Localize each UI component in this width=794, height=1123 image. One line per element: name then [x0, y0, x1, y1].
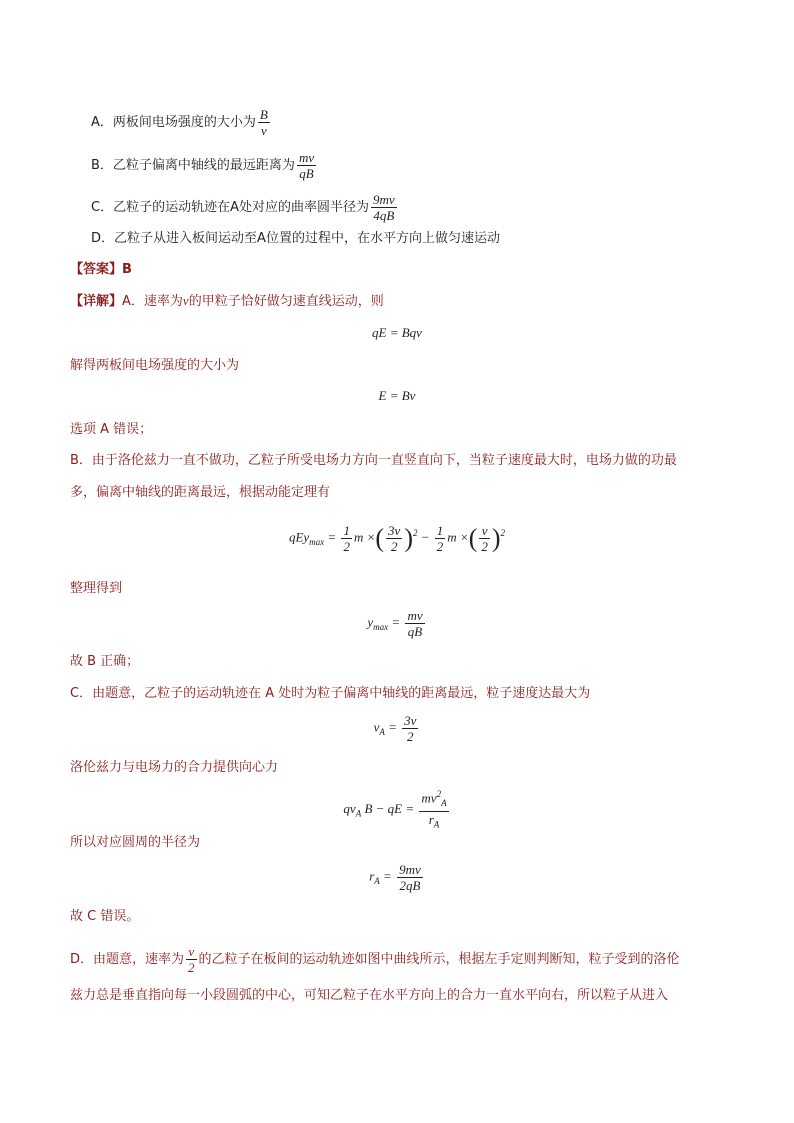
eq6-denominator: [419, 812, 448, 833]
option-a-wrong: 选项 A 错误；: [70, 422, 153, 437]
eq7-r: r: [369, 868, 375, 884]
option-d-text1: 乙粒子从进入板间运动至: [114, 231, 258, 246]
option-b-fraction: [297, 150, 316, 181]
detail-tag: 【详解】: [70, 294, 123, 309]
eq7-sub: A: [374, 876, 380, 887]
eq3-frac-2-den: 2: [481, 539, 488, 554]
eq5-den: 2: [407, 729, 414, 744]
option-b-numerator: mv: [298, 150, 315, 165]
eq6-sub: A: [355, 808, 362, 819]
eq3-m2: m ×: [447, 529, 469, 545]
eq6-lhs1: qv: [343, 800, 356, 816]
detail-c-line1: C．由题意，乙粒子的运动轨迹在 A 处时为粒子偏离中轴线的距离最远，粒子速度达最大为: [70, 686, 591, 701]
answer-value: B: [122, 262, 132, 277]
eq3-half-1: [341, 523, 352, 554]
answer-tag: 【答案】: [70, 262, 123, 277]
eq4-equals: =: [391, 614, 401, 630]
eq6-den-sub: A: [433, 819, 440, 830]
equation-7: [0, 862, 794, 893]
equation-4: [0, 608, 794, 639]
eq7-den: 2qB: [399, 878, 421, 893]
detail-d-den: 2: [188, 960, 195, 975]
lorentz-line: 洛伦兹力与电场力的合力提供向心力: [70, 760, 279, 775]
detail-a-intro: [70, 292, 384, 311]
eq3-minus: −: [420, 529, 430, 545]
option-d-point: A: [257, 231, 266, 246]
option-a-text: 两板间电场强度的大小为: [112, 115, 256, 130]
option-b-text: 乙粒子偏离中轴线的最远距离为: [112, 158, 295, 173]
eq3-square-2: 2: [500, 528, 506, 539]
detail-d-line1: [70, 944, 680, 975]
option-a-denominator: v: [261, 123, 267, 138]
eq3-frac-1-den: 2: [390, 539, 398, 554]
eq6-fraction: [419, 787, 448, 833]
eq6-num: mv: [421, 790, 437, 806]
option-b-label: B．: [91, 158, 113, 173]
option-c-numerator: 9mv: [373, 192, 395, 207]
equation-1: qE = Bqv: [372, 325, 422, 340]
eq7-fraction: [397, 862, 423, 893]
eq6-den: r: [428, 811, 434, 827]
eq4-den: qB: [407, 624, 423, 639]
eq5-sub: A: [379, 727, 385, 738]
detail-d-line1b: 的乙粒子在板间的运动轨迹如图中曲线所示，根据左手定则判断知，粒子受到的洛伦: [198, 952, 680, 967]
eq4-y: y: [367, 614, 374, 630]
eq6-num-sup: 2: [436, 789, 442, 799]
detail-d-num: v: [186, 944, 197, 960]
detail-a-v: v: [182, 293, 189, 308]
detail-d-fraction: [186, 944, 197, 975]
detail-b-line1: B．由于洛伦兹力一直不做功，乙粒子所受电场力方向一直竖直向下，当粒子速度最大时，电场力做的功最: [70, 453, 677, 468]
eq5-equals: =: [388, 719, 397, 735]
radius-line: 所以对应圆周的半径为: [70, 835, 201, 850]
option-c-text1: 乙粒子的运动轨迹在: [113, 200, 231, 215]
option-c: [91, 192, 399, 223]
option-a: [91, 107, 272, 138]
eq4-fraction: [405, 608, 424, 639]
option-c-denominator: 4qB: [373, 208, 395, 223]
option-b-right: 故 B 正确；: [70, 654, 140, 669]
option-b-denominator: qB: [299, 166, 314, 181]
option-d-label: D．: [91, 231, 115, 246]
eq3-m1: m ×: [353, 529, 376, 545]
eq3-half-2-den: 2: [436, 539, 444, 554]
equation-6: [0, 787, 794, 833]
option-b: [91, 150, 318, 181]
eq3-sub: max: [309, 537, 325, 548]
eq6-numerator: [419, 787, 448, 812]
eq6-lhs2: B − qE =: [364, 800, 415, 816]
solve-line: 解得两板间电场强度的大小为: [70, 358, 240, 373]
eq3-equals: =: [327, 529, 337, 545]
option-a-fraction: [258, 107, 270, 138]
eq5-num: 3v: [404, 713, 417, 728]
eq3-half-2-num: 1: [436, 523, 444, 538]
eq5-v: v: [373, 719, 380, 735]
option-c-label: C．: [91, 200, 114, 215]
option-a-label: A．: [91, 115, 113, 130]
eq3-lhs: qEy: [288, 529, 310, 545]
arrange-line: 整理得到: [70, 581, 123, 596]
eq3-frac-1-num: 3v: [388, 523, 401, 538]
option-c-point: A: [230, 200, 239, 215]
eq3-frac-2: [479, 523, 490, 554]
eq3-half-1-num: 1: [343, 523, 350, 538]
detail-d-line1a: D．由题意，速率为: [70, 952, 185, 967]
eq5-fraction: [402, 713, 418, 744]
equation-3: qEy$_{max}$ = $\frac{1}{2}$ m ×( $\frac{3v}{2}$ )$^2$ − $\frac{1}{2}$ m ×( $\frac{v}{2}$ )$^2$: [288, 523, 506, 554]
option-c-wrong: 故 C 错误。: [70, 909, 140, 924]
equation-5: [0, 713, 794, 744]
eq4-sub: max: [373, 622, 389, 633]
answer-line: [70, 261, 132, 279]
option-c-text2: 处对应的曲率圆半径为: [239, 200, 370, 215]
eq3-frac-1: [386, 523, 402, 554]
option-c-fraction: [371, 192, 397, 223]
eq3-frac-2-num: v: [479, 523, 490, 539]
option-a-numerator: B: [259, 107, 268, 122]
eq7-num: 9mv: [399, 862, 421, 877]
detail-d-line2: 兹力总是垂直指向每一小段圆弧的中心，可知乙粒子在水平方向上的合力一直水平向右，所以粒子从进入: [70, 988, 669, 1003]
detail-a-intro1: A．速率为: [122, 294, 183, 309]
detail-b-line2: 多，偏离中轴线的距离最远，根据动能定理有: [70, 485, 331, 500]
eq3-half-2: [435, 523, 446, 554]
eq4-num: mv: [407, 608, 423, 623]
detail-a-intro2: 的甲粒子恰好做匀速直线运动，则: [188, 294, 384, 309]
option-d-text2: 位置的过程中，在水平方向上做匀速运动: [265, 231, 500, 246]
eq3-half-1-den: 2: [343, 539, 350, 554]
equation-2: E = Bv: [378, 388, 416, 403]
option-d: [91, 230, 500, 248]
eq6-num-sub: A: [441, 797, 447, 808]
eq3-square-1: 2: [413, 528, 418, 539]
eq7-equals: =: [383, 868, 392, 884]
